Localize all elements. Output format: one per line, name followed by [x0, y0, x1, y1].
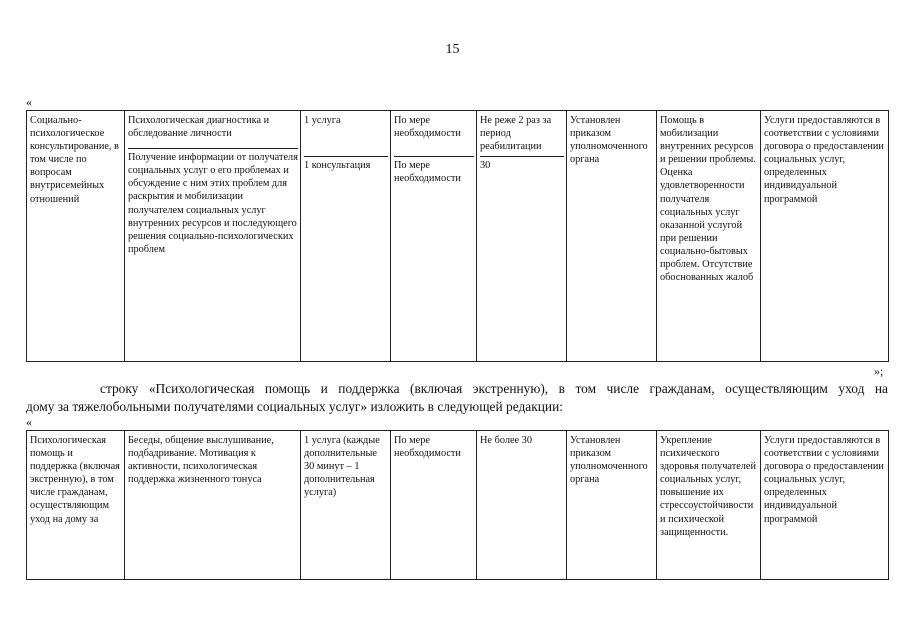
- services-table-current: [26, 110, 889, 362]
- quality-text: Помощь в мобилизации внутренних ресурсов и решении проблемы. Оценка удовлетворенности получателя социальных услуг оказанной услугой при решении социально-бытовых проблем. Отсутствие обоснованных жалоб: [660, 115, 756, 284]
- table-row: [27, 111, 889, 362]
- conditions-text: Услуги предоставляются в соответствии с условиями договора о предоставлении социальных услуг, определенных индивидуальной программой: [764, 435, 884, 525]
- table-row: [27, 431, 889, 580]
- page-number: 15: [445, 42, 460, 57]
- frequency-diagnostics: По мере необходимости: [394, 115, 461, 140]
- conditions-cell: [761, 111, 889, 362]
- quality-cell: [657, 111, 761, 362]
- volume-cell: [301, 431, 391, 580]
- service-content: Беседы, общение выслушивание, подбадривание. Мотивация к активности, психологическая поддержка жизненного тонуса: [128, 435, 274, 486]
- closing-quote: »;: [874, 364, 884, 378]
- rate-cell: [567, 431, 657, 580]
- opening-quote-2: «: [26, 415, 32, 429]
- service-name: Социально-психологическое консультирование, в том числе по вопросам внутрисемейных отношений: [30, 115, 119, 205]
- frequency-consultation: По мере необходимости: [394, 156, 474, 185]
- term-cell: [477, 111, 567, 362]
- services-table-new: [26, 430, 889, 580]
- term-diagnostics: Не реже 2 раз за период реабилитации: [480, 115, 552, 153]
- frequency-text: По мере необходимости: [394, 435, 461, 460]
- service-content-cell: [125, 111, 301, 362]
- volume-consultation: 1 консультация: [304, 156, 388, 172]
- service-content-cell: [125, 431, 301, 580]
- rate-text: Установлен приказом уполномоченного органа: [570, 115, 648, 166]
- amendment-paragraph-line-2: дому за тяжелобольными получателями социальных услуг» изложить в следующей редакции:: [26, 399, 563, 414]
- service-name-cell: [27, 111, 125, 362]
- volume-cell: [301, 111, 391, 362]
- content-consultation: Получение информации от получателя социальных услуг о его проблемах и обсуждение с ним этих проблем для раскрытия и мобилизации получателем социальных услуг внутренних ресурсов и последующего решения социально-психологических проблем: [128, 148, 298, 256]
- service-name: Психологическая помощь и поддержка (включая экстренную), в том числе гражданам, осуществляющим уход на дому за: [30, 435, 120, 525]
- opening-quote: «: [26, 95, 32, 109]
- service-name-cell: [27, 431, 125, 580]
- amendment-paragraph-line-1: строку «Психологическая помощь и поддержка (включая экстренную), в том числе гражданам, осуществляющим уход на: [100, 381, 888, 396]
- rate-cell: [567, 111, 657, 362]
- volume-text: 1 услуга (каждые дополнительные 30 минут – 1 дополнительная услуга): [304, 435, 380, 499]
- term-consultation: 30: [480, 156, 564, 172]
- frequency-cell: [391, 111, 477, 362]
- term-text: Не более 30: [480, 435, 532, 446]
- term-cell: [477, 431, 567, 580]
- rate-text: Установлен приказом уполномоченного органа: [570, 435, 648, 486]
- conditions-text: Услуги предоставляются в соответствии с условиями договора о предоставлении социальных услуг, определенных индивидуальной программой: [764, 115, 884, 205]
- volume-diagnostics: 1 услуга: [304, 115, 341, 126]
- frequency-cell: [391, 431, 477, 580]
- content-diagnostics: Психологическая диагностика и обследование личности: [128, 115, 270, 140]
- quality-text: Укрепление психического здоровья получателей социальных услуг, повышение их стрессоустойчивости и психической защищенности.: [660, 435, 757, 538]
- conditions-cell: [761, 431, 889, 580]
- quality-cell: [657, 431, 761, 580]
